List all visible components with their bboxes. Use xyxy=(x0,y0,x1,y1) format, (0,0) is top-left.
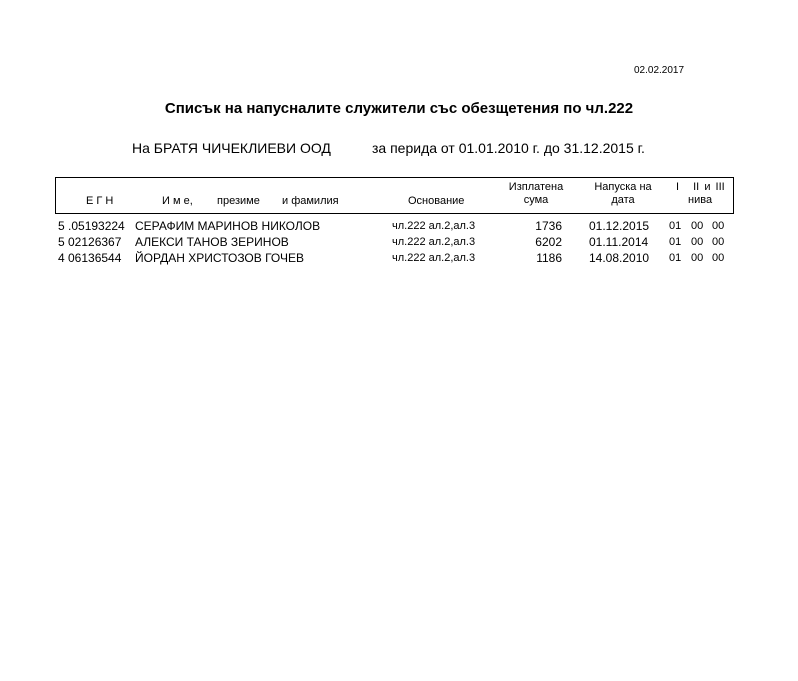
table-row xyxy=(0,234,798,250)
row-name: АЛЕКСИ ТАНОВ ЗЕРИНОВ xyxy=(135,235,289,249)
header-paid-line1: Изплатена xyxy=(508,181,564,193)
row-level-3: 00 xyxy=(712,220,725,232)
company-name: На БРАТЯ ЧИЧЕКЛИЕВИ ООД xyxy=(132,140,331,156)
row-basis: чл.222 ал.2,ал.3 xyxy=(392,236,476,248)
row-egn: 4 06136544 xyxy=(58,251,122,265)
row-level-2: 00 xyxy=(691,220,704,232)
report-title: Списък на напусналите служители със обезщетения по чл.222 xyxy=(164,100,634,117)
row-egn: 5 02126367 xyxy=(58,235,122,249)
header-leave-line1: Напуска на xyxy=(594,181,652,193)
header-level-ii: II xyxy=(693,181,700,193)
row-sum: 6202 xyxy=(535,235,562,249)
header-surname: и фамилия xyxy=(282,195,339,207)
row-level-2: 00 xyxy=(691,236,704,248)
header-level-i: I xyxy=(676,181,680,193)
table-header xyxy=(55,177,734,214)
row-leave-date: 01.11.2014 xyxy=(589,235,649,249)
header-level-and: и xyxy=(704,181,711,193)
table-row xyxy=(0,250,798,266)
table-row xyxy=(0,218,798,234)
row-name: ЙОРДАН ХРИСТОЗОВ ГОЧЕВ xyxy=(135,251,305,265)
header-paid-line2: сума xyxy=(523,194,549,206)
header-leave-date xyxy=(586,181,660,207)
row-level-1: 01 xyxy=(669,220,682,232)
header-paid-sum xyxy=(501,181,571,207)
header-leave-line2: дата xyxy=(611,194,635,206)
row-level-1: 01 xyxy=(669,252,682,264)
row-level-3: 00 xyxy=(712,236,725,248)
header-egn: Е Г Н xyxy=(86,195,114,207)
row-basis: чл.222 ал.2,ал.3 xyxy=(392,252,476,264)
row-leave-date: 01.12.2015 xyxy=(589,219,650,233)
header-levels xyxy=(675,181,733,207)
report-date: 02.02.2017 xyxy=(634,65,685,76)
header-level-iii: III xyxy=(715,181,725,193)
header-levels-line2: нива xyxy=(688,194,713,206)
row-level-3: 00 xyxy=(712,252,725,264)
header-basis: Основание xyxy=(408,195,465,207)
row-name: СЕРАФИМ МАРИНОВ НИКОЛОВ xyxy=(135,219,321,233)
report-period: за перида от 01.01.2010 г. до 31.12.2015 г. xyxy=(372,140,645,156)
row-level-2: 00 xyxy=(691,252,704,264)
header-middle-name: презиме xyxy=(217,195,260,207)
row-sum: 1186 xyxy=(536,251,562,265)
row-sum: 1736 xyxy=(535,219,562,233)
row-basis: чл.222 ал.2,ал.3 xyxy=(392,220,476,232)
row-level-1: 01 xyxy=(669,236,682,248)
row-leave-date: 14.08.2010 xyxy=(589,251,650,265)
row-egn: 5 .05193224 xyxy=(58,219,125,233)
header-name: И м е, xyxy=(162,195,193,207)
